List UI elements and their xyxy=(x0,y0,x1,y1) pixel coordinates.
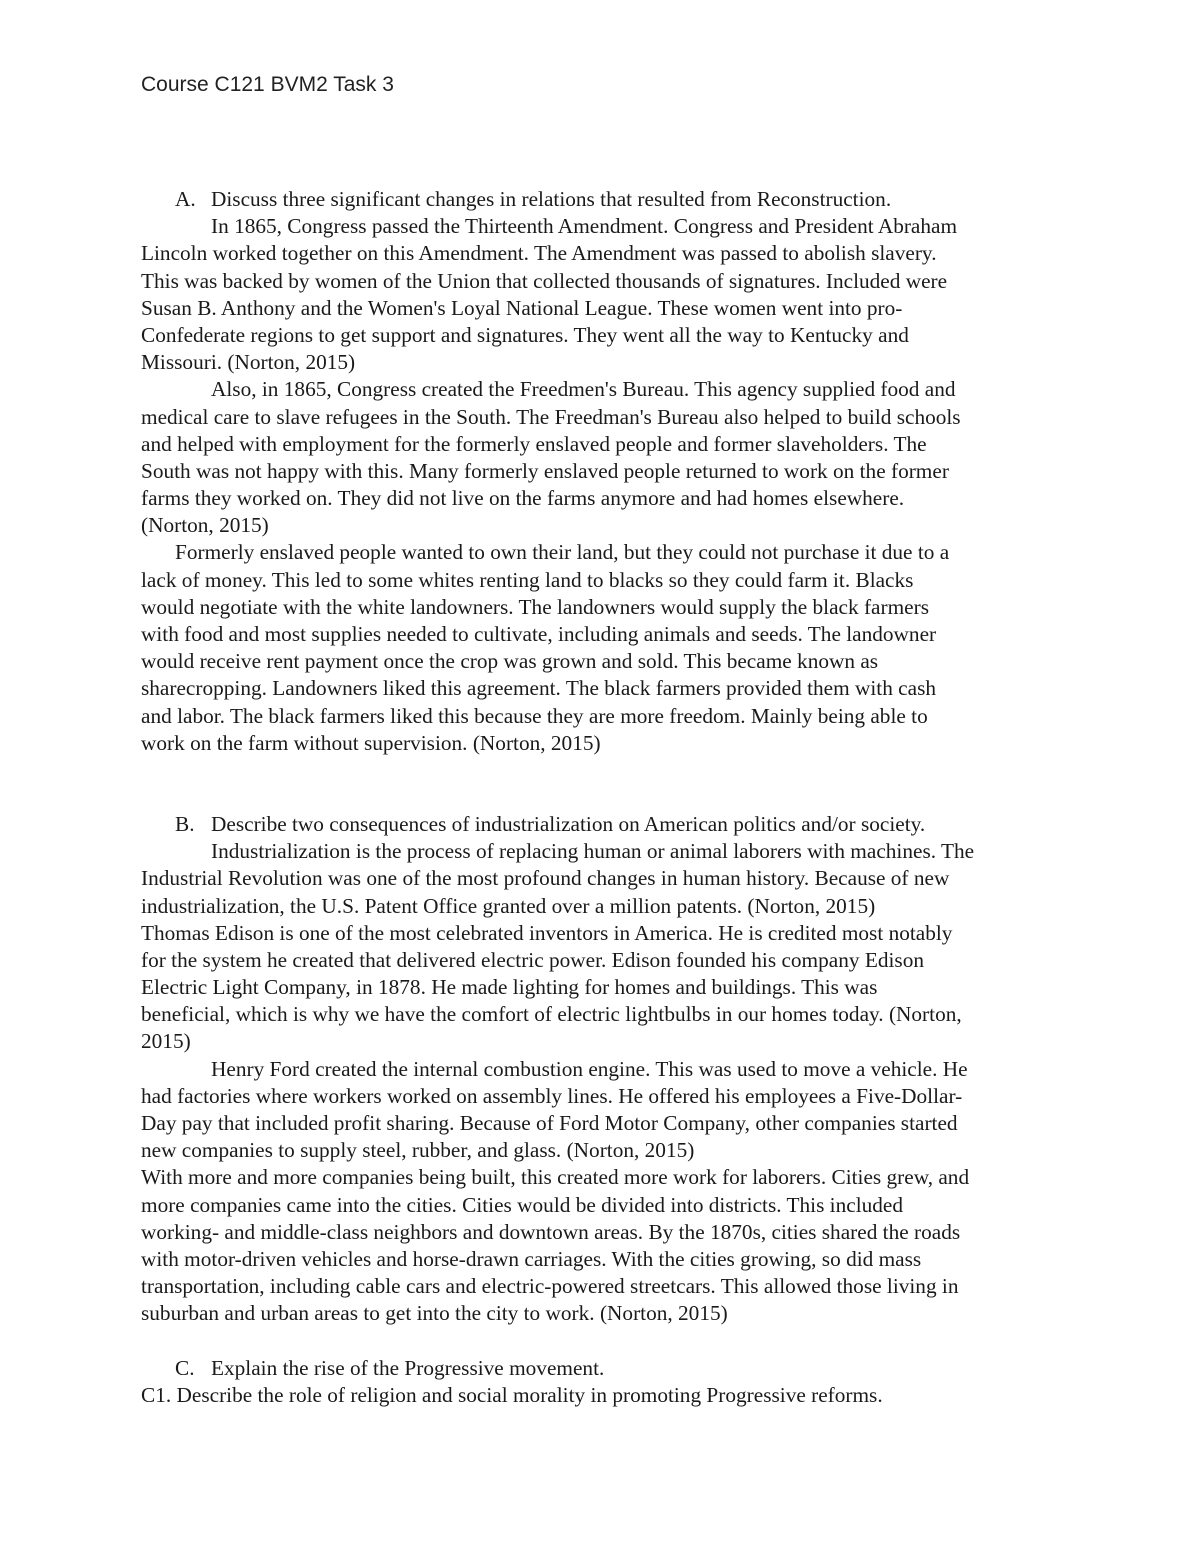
paragraph-line: Confederate regions to get support and signatures. They went all the way to Kentucky and xyxy=(141,322,909,347)
paragraph-line: sharecropping. Landowners liked this agreement. The black farmers provided them with cash xyxy=(141,676,937,701)
paragraph-line: Lincoln worked together on this Amendment. The Amendment was passed to abolish slavery. xyxy=(141,241,937,266)
paragraph-line: working- and middle-class neighbors and downtown areas. By the 1870s, cities shared the roads xyxy=(141,1219,961,1244)
paragraph-line: Day pay that included profit sharing. Because of Ford Motor Company, other companies started xyxy=(141,1111,958,1135)
paragraph-line: farms they worked on. They did not live on the farms anymore and had homes elsewhere. xyxy=(141,486,905,511)
paragraph-line: Also, in 1865, Congress created the Freedmen's Bureau. This agency supplied food and xyxy=(211,377,956,402)
paragraph-line: would receive rent payment once the crop was grown and sold. This became known as xyxy=(141,649,879,674)
paragraph-line: In 1865, Congress passed the Thirteenth Amendment. Congress and President Abraham xyxy=(211,214,958,239)
paragraph-line: had factories where workers worked on assembly lines. He offered his employees a Five-Dollar- xyxy=(141,1083,963,1108)
paragraph-line: lack of money. This led to some whites renting land to blacks so they could farm it. Blacks xyxy=(141,567,914,592)
paragraph-line: and labor. The black farmers liked this because they are more freedom. Mainly being able to xyxy=(141,703,928,728)
question-c-text: Explain the rise of the Progressive movement. xyxy=(211,1355,605,1380)
paragraph-line: (Norton, 2015) xyxy=(141,513,269,538)
paragraph-line: Electric Light Company, in 1878. He made lighting for homes and buildings. This was xyxy=(141,975,878,1000)
question-c xyxy=(141,1355,1076,1382)
paragraph-line: Henry Ford created the internal combustion engine. This was used to move a vehicle. He xyxy=(211,1056,968,1081)
paragraph-line: with motor-driven vehicles and horse-drawn carriages. With the cities growing, so did mass xyxy=(141,1246,922,1271)
paragraph-line: would negotiate with the white landowners. The landowners would supply the black farmers xyxy=(141,594,929,619)
paragraph-line: Susan B. Anthony and the Women's Loyal National League. These women went into pro- xyxy=(141,295,903,320)
document-header: Course C121 BVM2 Task 3 xyxy=(141,73,394,96)
spacer xyxy=(141,757,1076,811)
paragraph-line: new companies to supply steel, rubber, and glass. (Norton, 2015) xyxy=(141,1138,695,1163)
paragraph-line: With more and more companies being built, this created more work for laborers. Cities grew, and xyxy=(141,1165,970,1190)
question-a xyxy=(141,186,1076,213)
question-c1: C1. Describe the role of religion and social morality in promoting Progressive reforms. xyxy=(141,1382,883,1407)
paragraph-line: and helped with employment for the formerly enslaved people and former slaveholders. The xyxy=(141,431,927,456)
spacer xyxy=(141,1328,1076,1355)
paragraph-line: more companies came into the cities. Cities would be divided into districts. This included xyxy=(141,1192,904,1217)
paragraph-line: Industrialization is the process of replacing human or animal laborers with machines. The xyxy=(211,839,975,864)
paragraph-line: industrialization, the U.S. Patent Office granted over a million patents. (Norton, 2015) xyxy=(141,893,876,918)
paragraph-line: for the system he created that delivered electric power. Edison founded his company Edison xyxy=(141,947,925,972)
paragraph-line: work on the farm without supervision. (Norton, 2015) xyxy=(141,730,601,755)
paragraph-line: medical care to slave refugees in the South. The Freedman's Bureau also helped to build schools xyxy=(141,404,961,429)
question-b xyxy=(141,811,1076,838)
question-b-text: Describe two consequences of industrialization on American politics and/or society. xyxy=(211,811,926,836)
paragraph-line: Industrial Revolution was one of the most profound changes in human history. Because of new xyxy=(141,866,950,891)
paragraph-line: This was backed by women of the Union that collected thousands of signatures. Included were xyxy=(141,268,948,293)
question-a-label: A. xyxy=(175,187,196,211)
paragraph-line: Missouri. (Norton, 2015) xyxy=(141,350,356,375)
question-b-label: B. xyxy=(175,811,195,836)
paragraph-line: with food and most supplies needed to cultivate, including animals and seeds. The landowner xyxy=(141,622,937,646)
paragraph-line: 2015) xyxy=(141,1029,191,1054)
question-c-label: C. xyxy=(175,1355,195,1380)
paragraph-line: South was not happy with this. Many formerly enslaved people returned to work on the former xyxy=(141,458,949,483)
paragraph-line: Formerly enslaved people wanted to own their land, but they could not purchase it due to a xyxy=(175,540,950,565)
document-body xyxy=(141,186,1076,1409)
paragraph-line: suburban and urban areas to get into the city to work. (Norton, 2015) xyxy=(141,1301,728,1326)
paragraph-line: transportation, including cable cars and electric-powered streetcars. This allowed those living in xyxy=(141,1274,959,1299)
paragraph-line: Thomas Edison is one of the most celebrated inventors in America. He is credited most notably xyxy=(141,920,953,945)
question-a-text: Discuss three significant changes in relations that resulted from Reconstruction. xyxy=(211,187,892,211)
paragraph-line: beneficial, which is why we have the comfort of electric lightbulbs in our homes today. (Norton, xyxy=(141,1002,962,1027)
